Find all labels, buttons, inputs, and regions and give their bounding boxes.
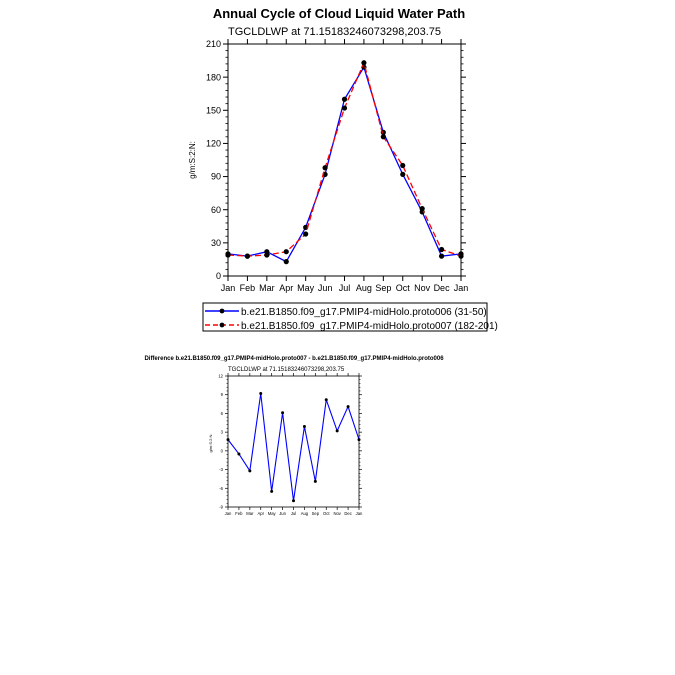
series-1-point (259, 392, 262, 395)
x-tick-label: Feb (239, 283, 256, 293)
x-tick-label: Sep (375, 283, 392, 293)
y-tick-label: 30 (210, 238, 221, 249)
series-2-point (400, 163, 405, 168)
y-axis-label: g/m:S:2:N: (188, 141, 197, 179)
x-tick-label: Mar (246, 511, 254, 517)
series-1-point (292, 499, 295, 502)
series-1-point (325, 398, 328, 401)
y-tick-label: -3 (219, 467, 223, 473)
x-tick-label: Nov (333, 511, 341, 517)
y-tick-label: -6 (219, 485, 223, 491)
y-tick-label: 12 (218, 373, 223, 379)
x-tick-label: Jul (290, 511, 297, 517)
series-2-point (420, 206, 425, 211)
legend-item-1 (205, 307, 487, 318)
series-line-2 (228, 63, 461, 256)
y-tick-label: 9 (220, 392, 223, 398)
y-tick-label: 180 (205, 72, 221, 83)
x-tick-label: Aug (355, 283, 372, 293)
x-tick-label: Jun (317, 283, 333, 293)
series-1-point (303, 425, 306, 428)
difference-chart (144, 356, 444, 516)
series-1-point (281, 411, 284, 414)
x-tick-label: Jan (220, 283, 236, 293)
y-tick-label: 0 (215, 271, 221, 282)
series-1-point (439, 254, 444, 259)
diff-y-axis-label: g/m:S:2:N: (208, 433, 213, 453)
legend-item-2 (205, 321, 498, 332)
x-tick-label: Aug (300, 511, 309, 517)
series-2-point (245, 254, 250, 259)
series-2-point (439, 247, 444, 252)
x-tick-label: Oct (322, 511, 330, 517)
x-tick-label: Jul (338, 283, 351, 293)
y-tick-label: 210 (205, 39, 221, 50)
series-1-point (227, 438, 230, 441)
series-1-point (248, 469, 251, 472)
x-tick-label: Apr (279, 283, 294, 293)
diff-chart-subtitle: TGCLDLWP at 71.15183246073298,203.75 (228, 367, 345, 373)
diff-chart-title: Difference b.e21.B1850.f09_g17.PMIP4-midHolo.proto007 - b.e21.B1850.f09_g17.PMIP4-midHolo.proto006 (144, 356, 444, 362)
series-2-point (225, 252, 230, 257)
series-1-point (347, 405, 350, 408)
series-2-point (322, 165, 327, 170)
diff-plot-frame (228, 376, 359, 507)
x-tick-label: Oct (395, 283, 410, 293)
y-tick-label: 90 (210, 171, 221, 182)
x-tick-label: Nov (414, 283, 431, 293)
x-tick-label: Dec (344, 511, 352, 517)
series-1-point (237, 452, 240, 455)
series-1-point (314, 480, 317, 483)
series-1-point (342, 97, 347, 102)
y-tick-label: 150 (205, 105, 221, 116)
x-tick-label: Jan (453, 283, 469, 293)
series-line-1 (228, 393, 359, 500)
series-2-point (264, 252, 269, 257)
y-tick-label: 60 (210, 204, 221, 215)
series-1-point (336, 429, 339, 432)
legend-marker-2 (220, 323, 225, 328)
y-tick-label: -9 (219, 504, 223, 510)
y-tick-label: 3 (220, 429, 223, 435)
series-1-point (270, 490, 273, 493)
x-tick-label: Dec (433, 283, 450, 293)
series-2-point (381, 134, 386, 139)
x-tick-label: May (297, 283, 315, 293)
legend-marker-1 (220, 309, 225, 314)
series-2-point (284, 249, 289, 254)
x-tick-label: May (267, 511, 276, 517)
series-1-point (358, 438, 361, 441)
x-tick-label: Feb (235, 511, 243, 517)
x-tick-label: Sep (311, 511, 320, 517)
y-tick-label: 0 (220, 448, 223, 454)
series-1-point (284, 259, 289, 264)
x-tick-label: Apr (257, 511, 265, 517)
series-2-point (361, 60, 366, 65)
y-tick-label: 120 (205, 138, 221, 149)
x-tick-label: Jan (355, 511, 363, 517)
x-tick-label: Jan (224, 511, 232, 517)
chart-title: Annual Cycle of Cloud Liquid Water Path (212, 6, 466, 21)
y-tick-label: 6 (220, 410, 223, 416)
x-tick-label: Jun (279, 511, 286, 517)
legend (203, 303, 498, 332)
series-2-point (458, 254, 463, 259)
legend-label-2: b.e21.B1850.f09_g17.PMIP4-midHolo.proto007 (182-201) (241, 321, 498, 332)
series-2-point (303, 231, 308, 236)
main-chart (188, 6, 498, 332)
series-line-1 (228, 67, 461, 261)
legend-label-1: b.e21.B1850.f09_g17.PMIP4-midHolo.proto006 (31-50) (241, 307, 487, 318)
x-tick-label: Mar (259, 283, 275, 293)
chart-subtitle: TGCLDLWP at 71.15183246073298,203.75 (228, 26, 442, 38)
plot-frame (228, 44, 461, 276)
series-1-point (400, 172, 405, 177)
series-2-point (342, 105, 347, 110)
